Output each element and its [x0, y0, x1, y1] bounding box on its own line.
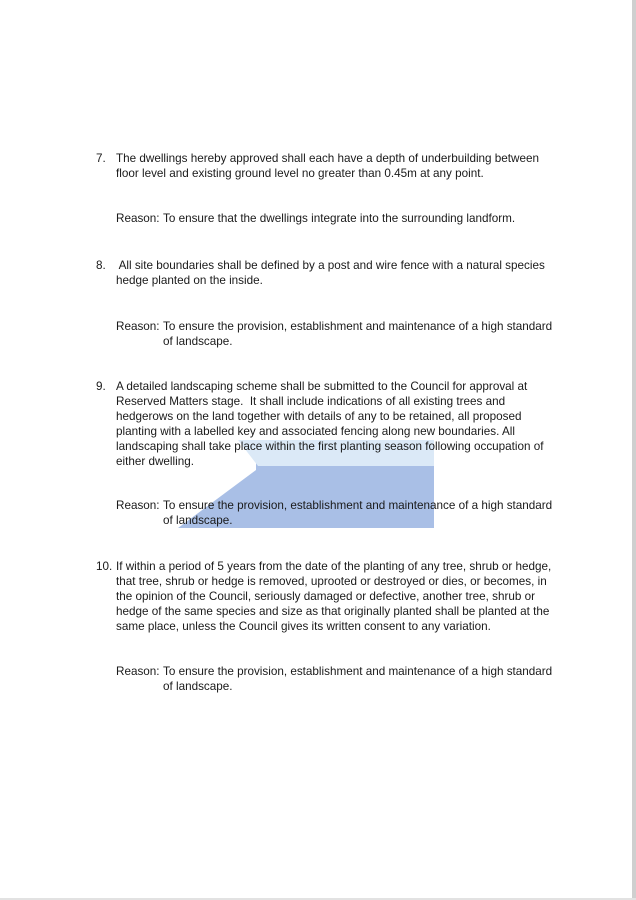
condition-line: either dwelling. — [116, 455, 194, 468]
condition-text — [116, 559, 551, 634]
condition-text — [116, 379, 544, 469]
condition-text — [116, 258, 545, 288]
condition-number: 8. — [96, 259, 106, 272]
reason-label: Reason: — [116, 665, 160, 678]
condition-line: All site boundaries shall be defined by a post and wire fence with a natural species — [116, 259, 545, 272]
reason-line: of landscape. — [163, 680, 233, 693]
condition-line: A detailed landscaping scheme shall be submitted to the Council for approval at — [116, 380, 528, 393]
condition-number: 10. — [96, 560, 113, 573]
reason-text — [163, 498, 552, 528]
reason-text — [163, 319, 552, 349]
reason-line: To ensure the provision, establishment and maintenance of a high standard — [163, 320, 553, 333]
reason-label: Reason: — [116, 212, 160, 225]
reason-label: Reason: — [116, 499, 160, 512]
page-edge-shadow — [632, 0, 636, 900]
condition-line: same place, unless the Council gives its written consent to any variation. — [116, 620, 491, 633]
reason-line: To ensure that the dwellings integrate into the surrounding landform. — [163, 212, 516, 225]
reason-line: of landscape. — [163, 335, 233, 348]
condition-line: hedge of the same species and size as that originally planted shall be planted at the — [116, 605, 550, 618]
reason-text — [163, 211, 515, 226]
condition-line: hedgerows on the land together with details of any to be retained, all proposed — [116, 410, 522, 423]
condition-line: that tree, shrub or hedge is removed, uprooted or destroyed or dies, or becomes, in — [116, 575, 547, 588]
condition-line: floor level and existing ground level no greater than 0.45m at any point. — [116, 167, 484, 180]
condition-line: hedge planted on the inside. — [116, 274, 263, 287]
reason-line: of landscape. — [163, 514, 233, 527]
reason-line: To ensure the provision, establishment and maintenance of a high standard — [163, 499, 553, 512]
condition-line: landscaping shall take place within the first planting season following occupation of — [116, 440, 544, 453]
condition-number: 9. — [96, 380, 106, 393]
reason-line: To ensure the provision, establishment and maintenance of a high standard — [163, 665, 553, 678]
condition-line: The dwellings hereby approved shall each have a depth of underbuilding between — [116, 152, 539, 165]
condition-text — [116, 151, 539, 181]
condition-line: If within a period of 5 years from the date of the planting of any tree, shrub or hedge, — [116, 560, 552, 573]
condition-line: the opinion of the Council, seriously damaged or defective, another tree, shrub or — [116, 590, 536, 603]
condition-line: planting with a labelled key and associated fencing along new boundaries. All — [116, 425, 515, 438]
reason-text — [163, 664, 552, 694]
condition-line: Reserved Matters stage. It shall include indications of all existing trees and — [116, 395, 506, 408]
reason-label: Reason: — [116, 320, 160, 333]
condition-number: 7. — [96, 152, 106, 165]
